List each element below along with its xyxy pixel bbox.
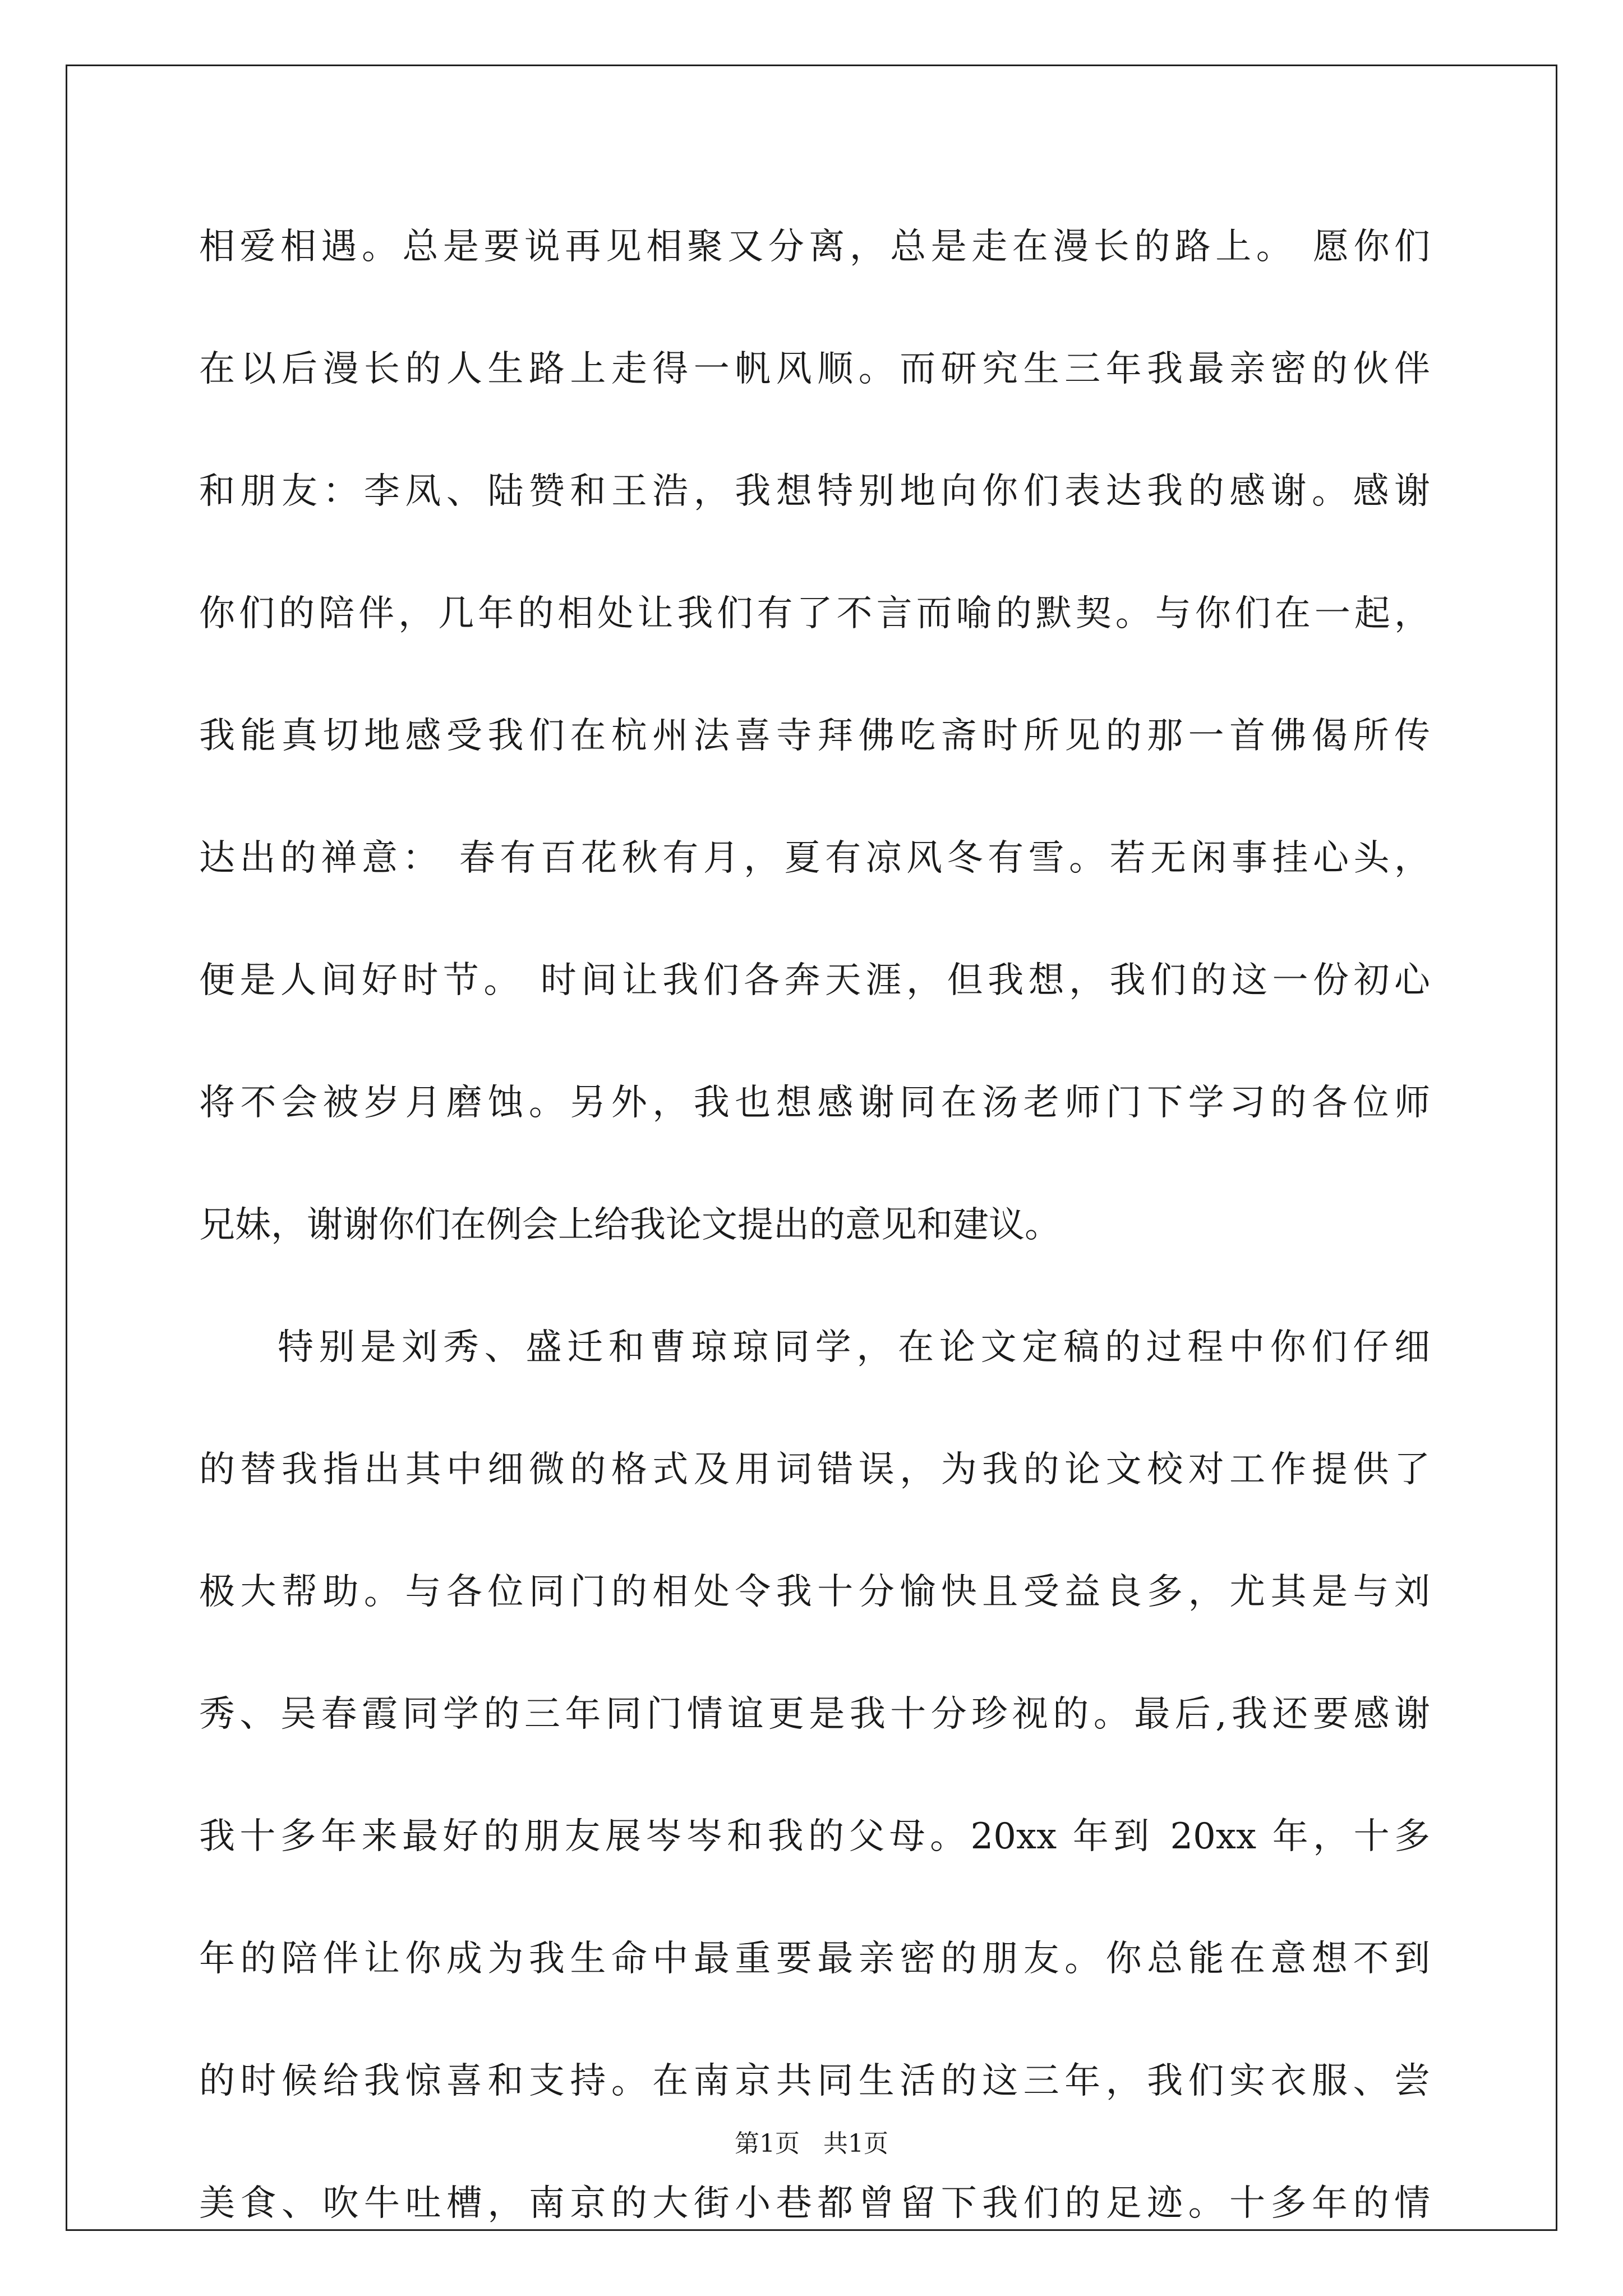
text-line: 将不会被岁月磨蚀。另外，我也想感谢同在汤老师门下学习的各位师 [199, 1082, 1430, 1124]
text-line: 极大帮助。与各位同门的相处令我十分愉快且受益良多，尤其是与刘 [199, 1571, 1430, 1613]
text-line: 特别是刘秀、盛迁和曹琼琼同学，在论文定稿的过程中你们仔细 [278, 1327, 1430, 1368]
text-line: 美食、吹牛吐槽，南京的大街小巷都曾留下我们的足迹。十多年的情 [199, 2183, 1430, 2224]
text-line: 的时候给我惊喜和支持。在南京共同生活的这三年，我们实衣服、尝 [199, 2060, 1430, 2102]
document-body [199, 216, 1430, 2295]
text-line: 我十多年来最好的朋友展岑岑和我的父母。20xx 年到 20xx 年，十多 [199, 1816, 1430, 1857]
text-line: 秀、吴春霞同学的三年同门情谊更是我十分珍视的。最后,我还要感谢 [199, 1694, 1430, 1735]
text-line: 年的陪伴让你成为我生命中最重要最亲密的朋友。你总能在意想不到 [199, 1938, 1430, 1980]
text-line: 在以后漫长的人生路上走得一帆风顺。而研究生三年我最亲密的伙伴 [199, 348, 1430, 390]
text-line: 达出的禅意： 春有百花秋有月，夏有凉风冬有雪。若无闲事挂心头， [199, 838, 1430, 879]
text-line: 我能真切地感受我们在杭州法喜寺拜佛吃斋时所见的那一首佛偈所传 [199, 715, 1430, 757]
text-line: 的替我指出其中细微的格式及用词错误，为我的论文校对工作提供了 [199, 1449, 1430, 1490]
text-line: 兄妹，谢谢你们在例会上给我论文提出的意见和建议。 [199, 1204, 1061, 1246]
text-line: 便是人间好时节。 时间让我们各奔天涯，但我想，我们的这一份初心 [199, 960, 1430, 1001]
page-footer: 第1页 共1页 [735, 2129, 888, 2158]
text-line: 你们的陪伴，几年的相处让我们有了不言而喻的默契。与你们在一起， [199, 593, 1430, 634]
text-line: 相爱相遇。总是要说再见相聚又分离，总是走在漫长的路上。 愿你们 [199, 226, 1430, 268]
text-line: 和朋友：李凤、陆赞和王浩，我想特别地向你们表达我的感谢。感谢 [199, 471, 1430, 512]
